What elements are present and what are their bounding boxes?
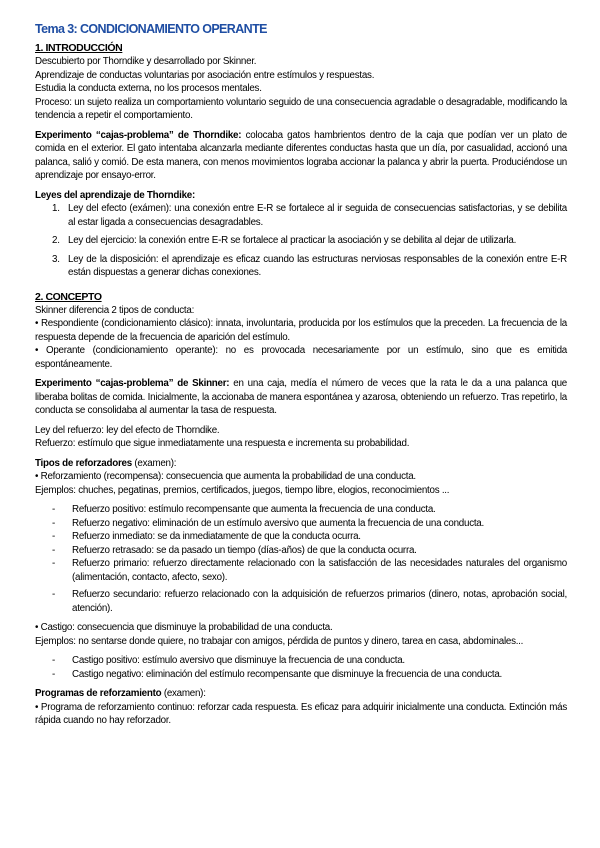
respondiente-bullet: • Respondiente (condicionamiento clásico): innata, involuntaria, producida por los estímulos que la preceden. La frecuencia de la respuesta depende de la frecuencia de aparición del estímulo. xyxy=(35,318,567,343)
list-item: - Castigo positivo: estímulo aversivo que disminuye la frecuencia de una conducta. xyxy=(52,655,405,666)
list-item-text: Refuerzo negativo: eliminación de un estímulo aversivo que aumenta la frecuencia de una conducta. xyxy=(72,517,484,529)
tipos-heading-bold: Tipos de reforzadores xyxy=(35,457,132,469)
refuerzo-group-3 xyxy=(35,557,567,615)
law-text: Ley del ejercicio: la conexión entre E-R se fortalece al practicar la asociación y se debilita al dejar de utilizarla. xyxy=(68,235,517,246)
tipos-heading-rest: (examen): xyxy=(131,457,177,469)
document-title: Tema 3: CONDICIONAMIENTO OPERANTE xyxy=(35,22,267,36)
skinner-experiment-title: Experimento “cajas-problema” de Skinner: xyxy=(35,378,230,389)
tipos-reforzadores-heading xyxy=(35,457,567,471)
reforzamiento-definition: • Reforzamiento (recompensa): consecuencia que aumenta la probabilidad de una conducta. xyxy=(35,471,416,482)
law-number: 2. xyxy=(52,235,60,246)
list-item: - Refuerzo negativo: eliminación de un estímulo aversivo que aumenta la frecuencia de una conducta. xyxy=(52,517,484,529)
list-item-text: Refuerzo primario: refuerzo directamente relacionado con la satisfacción de las necesidades naturales del organismo (alimentación, contacto, afecto, sexo). xyxy=(72,558,567,583)
law-item xyxy=(35,202,567,229)
list-item: - Refuerzo secundario: refuerzo relacionado con la adquisición de refuerzos primarios (dinero, notas, aprobación social, atención). xyxy=(52,589,567,614)
list-item-text: Refuerzo positivo: estímulo recompensante que aumenta la frecuencia de una conducta. xyxy=(72,504,436,515)
refuerzo-group-1 xyxy=(35,503,567,530)
thorndike-experiment-title: Experimento “cajas-problema” de Thorndike: xyxy=(35,129,242,141)
ley-refuerzo: Ley del refuerzo: ley del efecto de Thorndike. xyxy=(35,424,220,436)
law-item xyxy=(35,234,567,248)
refuerzo-definition: Refuerzo: estímulo que sigue inmediatamente una respuesta e incrementa su probabilidad. xyxy=(35,438,410,449)
section-heading-introduccion: 1. INTRODUCCIÓN xyxy=(35,42,123,54)
laws-list xyxy=(35,202,567,280)
programas-heading-rest: (examen): xyxy=(161,688,206,699)
programa-continuo: • Programa de reforzamiento continuo: reforzar cada respuesta. Es eficaz para adquirir inicialmente una conducta. Extinción más rápida cuando no hay reforzador. xyxy=(35,701,567,726)
castigo-examples: Ejemplos: no sentarse donde quiere, no trabajar con amigos, pérdida de puntos y dinero, tarea en casa, abdominales... xyxy=(35,635,524,647)
list-item-text: Refuerzo inmediato: se da inmediatamente de que la conducta ocurra. xyxy=(72,531,361,542)
list-item: - Castigo negativo: eliminación del estímulo recompensante que disminuye la frecuencia de una conducta. xyxy=(52,668,503,680)
skinner-experiment-text: en una caja, medía el número de veces que la rata le da a una palanca que liberaba bolitas de comida. Inicialmente, la accionaba de manera espontánea y azarosa, obteniendo un refuerzo. Tras repetirlo, la conducta se consolidaba al aumentar la tasa de respuesta. xyxy=(35,378,567,416)
law-item xyxy=(35,253,567,280)
operante-bullet: • Operante (condicionamiento operante): no es provocada necesariamente por un estímulo, sino que es emitida espontáneamente. xyxy=(35,345,567,370)
list-item: - Refuerzo positivo: estímulo recompensante que aumenta la frecuencia de una conducta. xyxy=(52,504,436,515)
list-item: - Refuerzo primario: refuerzo directamente relacionado con la satisfacción de las necesidades naturales del organismo (alimentación, contacto, afecto, sexo). xyxy=(52,558,567,583)
list-item-text: Refuerzo retrasado: se da pasado un tiempo (días-años) de que la conducta ocurra. xyxy=(72,544,417,556)
thorndike-experiment-text: colocaba gatos hambrientos dentro de la caja que podían ver un plato de comida en el exterior. El gato intentaba alcanzarla mediante diferentes conductas hasta que un día, por casualidad, accionó una palanca, salió y comió. De esta manera, con menos movimientos lograba accionar la palanca y abrir la puerta. Produciéndose un aprendizaje por ensayo-error. xyxy=(35,129,567,181)
concepto-intro: Skinner diferencia 2 tipos de conducta: xyxy=(35,304,195,316)
skinner-experiment-paragraph xyxy=(35,377,567,418)
law-text: Ley del efecto (exámen): una conexión entre E-R se fortalece al ir seguida de consecuencias satisfactorias, y se debilita al estar ligada a consecuencias desagradables. xyxy=(68,203,567,228)
law-number: 1. xyxy=(52,203,60,214)
list-item-text: Castigo positivo: estímulo aversivo que disminuye la frecuencia de una conducta. xyxy=(72,655,405,666)
programas-heading xyxy=(35,687,567,701)
laws-heading xyxy=(35,189,567,203)
section-heading-concepto: 2. CONCEPTO xyxy=(35,290,102,303)
intro-line-1: Descubierto por Thorndike y desarrollado por Skinner. xyxy=(35,56,257,67)
reforzamiento-examples: Ejemplos: chuches, pegatinas, premios, certificados, juegos, tiempo libre, elogios, reconocimientos ... xyxy=(35,484,450,496)
list-item-text: Refuerzo secundario: refuerzo relacionado con la adquisición de refuerzos primarios (dinero, notas, aprobación social, atención). xyxy=(72,589,567,614)
refuerzo-group-2 xyxy=(35,530,567,557)
list-item: - Refuerzo inmediato: se da inmediatamente de que la conducta ocurra. xyxy=(52,531,361,542)
intro-line-3: Estudia la conducta externa, no los procesos mentales. xyxy=(35,83,262,94)
law-text: Ley de la disposición: el aprendizaje es eficaz cuando las estructuras nerviosas responsables de la conexión entre E-R están dispuestas a generar dichas conexiones. xyxy=(68,253,567,278)
intro-line-2: Aprendizaje de conductas voluntarias por asociación entre estímulos y respuestas. xyxy=(35,69,375,81)
thorndike-experiment-paragraph xyxy=(35,129,567,183)
programas-heading-bold: Programas de reforzamiento xyxy=(35,688,162,699)
list-item-text: Castigo negativo: eliminación del estímulo recompensante que disminuye la frecuencia de una conducta. xyxy=(72,668,503,680)
castigo-list xyxy=(35,654,567,681)
document-page xyxy=(35,22,567,728)
law-number: 3. xyxy=(52,253,60,265)
laws-heading-text: Leyes del aprendizaje de Thorndike: xyxy=(35,189,196,201)
list-item: - Refuerzo retrasado: se da pasado un tiempo (días-años) de que la conducta ocurra. xyxy=(52,544,417,556)
castigo-definition: • Castigo: consecuencia que disminuye la probabilidad de una conducta. xyxy=(35,622,333,633)
intro-line-4: Proceso: un sujeto realiza un comportamiento voluntario seguido de una consecuencia agradable o desagradable, modificando la tendencia a repetir el comportamiento. xyxy=(35,96,567,121)
